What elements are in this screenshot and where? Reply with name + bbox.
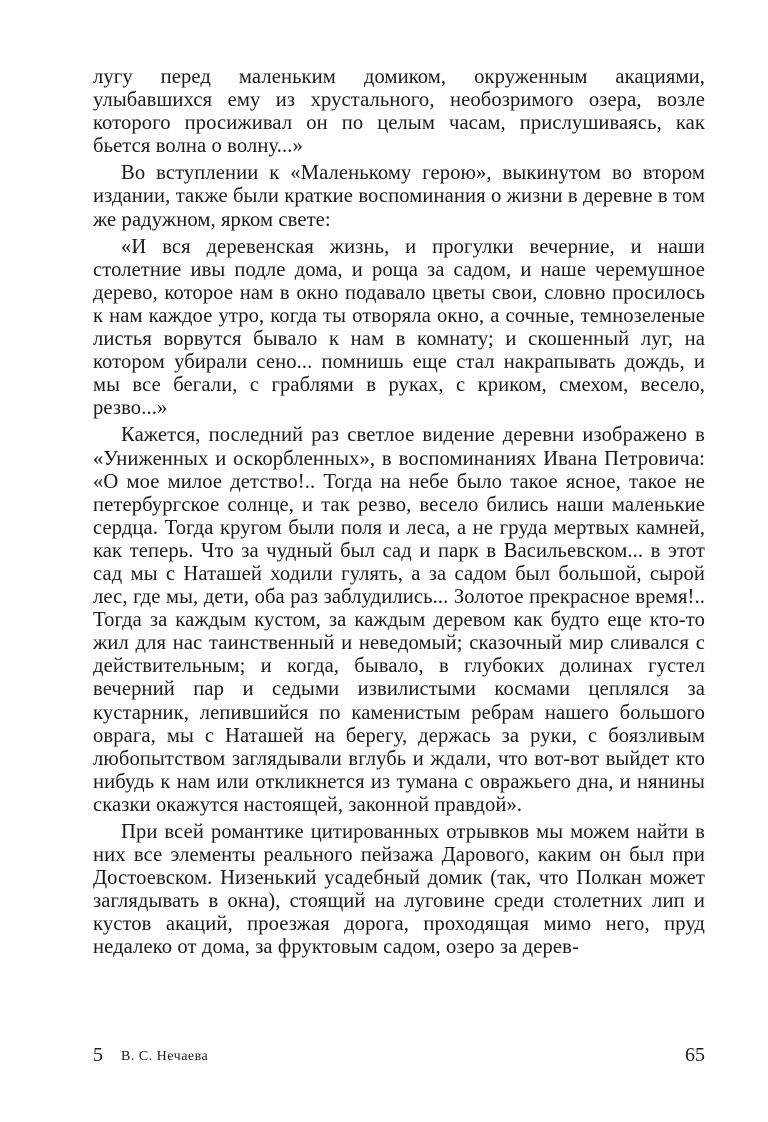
author-name: В. С. Нечаева — [121, 1049, 209, 1064]
paragraph-humiliated-and-insulted: Кажется, последний раз светлое видение деревни изображено в «Униженных и оскорбленных», в воспоминаниях Ивана Петровича: «О мое милое детство!.. Тогда на небе было такое ясное, такое не петербургское солнце, и так резво, весело бились наши маленькие сердца. Тогда кругом были поля и леса, а не груда мертвых камней, как теперь. Что за чудный был сад и парк в Васильевском... в этот сад мы с Наташей ходили гулять, а за садом был большой, сырой лес, где мы, дети, оба раз заблудились... Золотое прекрасное время!.. Тогда за каждым кустом, за каждым деревом как будто еще кто-то жил для нас таинственный и неведомый; сказочный мир сливался с действительным; и когда, бывало, в глубоких долинах густел вечерний пар и седыми извилистыми космами цеплялся за кустарник, лепившийся по каменистым ребрам нашего большого оврага, мы с Наташей на берегу, держась за руки, с боязливым любопытством заглядывали вглубь и ждали, что вот-вот выйдет кто нибудь к нам или откликнется из тумана с овражьего дна, и нянины сказки окажутся настоящей, законной правдой». — [93, 424, 705, 816]
printer-signature-mark: 5 — [93, 1044, 103, 1066]
paragraph-introduction: Во вступлении к «Маленькому герою», выкинутом во втором издании, также были краткие воспоминания о жизни в деревне в том же радужном, ярком свете: — [93, 162, 705, 231]
page-number: 65 — [685, 1044, 705, 1066]
paragraph-continuation: лугу перед маленьким домиком, окруженным акациями, улыбавшихся ему из хрустального, необозримого озера, возле которого просиживал он по целым часам, прислушиваясь, как бьется волна о волну...» — [93, 66, 705, 158]
page-footer — [93, 1044, 705, 1070]
paragraph-quote-little-hero: «И вся деревенская жизнь, и прогулки вечерние, и наши столетние ивы подле дома, и роща за садом, и наше черемушное дерево, которое нам в окно подавало цветы свои, словно просилось к нам каждое утро, когда ты отворяла окно, а сочные, темнозеленые листья ворвутся бывало к нам в комнату; и скошенный луг, на котором убирали сено... помнишь еще стал накрапывать дождь, и мы все бегали, с граблями в руках, с криком, смехом, весело, резво...» — [93, 235, 705, 420]
paragraph-darovoe-landscape: При всей романтике цитированных отрывков мы можем найти в них все элементы реального пейзажа Дарового, каким он был при Достоевском. Низенький усадебный домик (так, что Полкан может заглядывать в окна), стоящий на луговине среди столетних лип и кустов акаций, проезжая дорога, проходящая мимо него, пруд недалеко от дома, за фруктовым садом, озеро за дерев- — [93, 821, 705, 959]
body-text — [93, 66, 705, 960]
